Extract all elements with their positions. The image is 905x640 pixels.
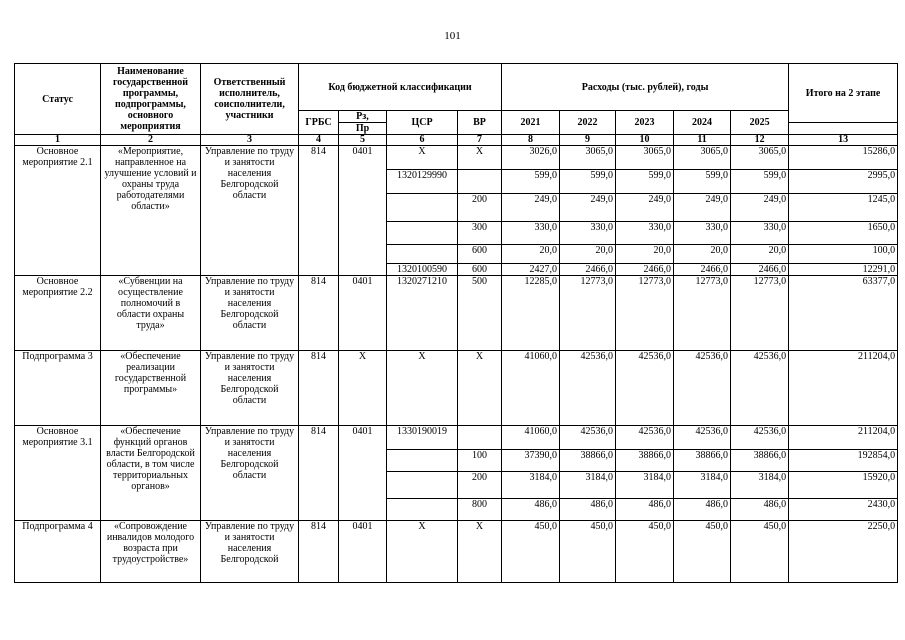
header-year-2025: 2025: [731, 111, 789, 135]
cell-year-2025: 20,0: [731, 245, 789, 264]
cell-year-2022: 42536,0: [560, 351, 616, 426]
cell-rz: 0401: [339, 521, 387, 583]
cell-year-2022: 330,0: [560, 222, 616, 245]
cell-name: «Мероприятие, направленное на улучшение условий и охраны труда работодателями области»: [101, 146, 201, 276]
cell-executor: Управление по труду и занятости населения Белгородской области: [201, 426, 299, 521]
cell-vr: 300: [458, 222, 502, 245]
cell-year-2022: 486,0: [560, 499, 616, 521]
cell-status: Основное мероприятие 2.2: [15, 276, 101, 351]
cell-year-2021: 599,0: [502, 170, 560, 194]
cell-year-2021: 486,0: [502, 499, 560, 521]
cell-total: 100,0: [789, 245, 898, 264]
table-row: [15, 276, 898, 351]
cell-vr: [458, 426, 502, 450]
cell-status: Основное мероприятие 3.1: [15, 426, 101, 521]
column-number-13: 13: [789, 135, 898, 146]
cell-csr: Х: [387, 146, 458, 170]
cell-csr: Х: [387, 351, 458, 426]
cell-year-2024: 330,0: [674, 222, 731, 245]
cell-grbs: 814: [299, 426, 339, 521]
cell-total: 63377,0: [789, 276, 898, 351]
header-pr: Пр: [339, 123, 387, 135]
header-grbs: ГРБС: [299, 111, 339, 135]
cell-status: Подпрограмма 3: [15, 351, 101, 426]
column-number-10: 10: [616, 135, 674, 146]
cell-grbs: 814: [299, 521, 339, 583]
column-number-12: 12: [731, 135, 789, 146]
cell-year-2023: 486,0: [616, 499, 674, 521]
cell-status: Основное мероприятие 2.1: [15, 146, 101, 276]
cell-year-2021: 249,0: [502, 194, 560, 222]
column-number-3: 3: [201, 135, 299, 146]
cell-rz: 0401: [339, 146, 387, 276]
cell-executor: Управление по труду и занятости населения Белгородской: [201, 521, 299, 583]
column-number-11: 11: [674, 135, 731, 146]
cell-year-2023: 599,0: [616, 170, 674, 194]
cell-year-2021: 3184,0: [502, 472, 560, 499]
cell-year-2024: 599,0: [674, 170, 731, 194]
cell-year-2021: 37390,0: [502, 450, 560, 472]
cell-total: 15920,0: [789, 472, 898, 499]
table-row: [15, 351, 898, 426]
header-budget-code: Код бюджетной классификации: [299, 64, 502, 111]
header-total-spacer: [789, 123, 898, 135]
cell-total: 1245,0: [789, 194, 898, 222]
cell-year-2023: 42536,0: [616, 351, 674, 426]
cell-csr: [387, 472, 458, 499]
cell-year-2025: 12773,0: [731, 276, 789, 351]
cell-year-2024: 38866,0: [674, 450, 731, 472]
cell-name: «Обеспечение функций органов власти Белгородской области, в том числе территориальных органов»: [101, 426, 201, 521]
cell-year-2024: 486,0: [674, 499, 731, 521]
cell-vr: 200: [458, 194, 502, 222]
cell-year-2022: 38866,0: [560, 450, 616, 472]
header-program-name: Наименование государственной программы, подпрограммы, основного мероприятия: [101, 64, 201, 135]
cell-year-2024: 2466,0: [674, 264, 731, 276]
cell-year-2025: 249,0: [731, 194, 789, 222]
cell-year-2022: 249,0: [560, 194, 616, 222]
cell-year-2025: 38866,0: [731, 450, 789, 472]
cell-csr: [387, 194, 458, 222]
cell-year-2023: 2466,0: [616, 264, 674, 276]
cell-year-2025: 3065,0: [731, 146, 789, 170]
cell-total: 211204,0: [789, 426, 898, 450]
cell-total: 2995,0: [789, 170, 898, 194]
cell-total: 15286,0: [789, 146, 898, 170]
cell-year-2022: 599,0: [560, 170, 616, 194]
cell-year-2023: 450,0: [616, 521, 674, 583]
cell-executor: Управление по труду и занятости населения Белгородской области: [201, 146, 299, 276]
cell-year-2025: 2466,0: [731, 264, 789, 276]
cell-rz: 0401: [339, 276, 387, 351]
cell-year-2022: 20,0: [560, 245, 616, 264]
cell-executor: Управление по труду и занятости населения Белгородской области: [201, 276, 299, 351]
cell-year-2023: 249,0: [616, 194, 674, 222]
cell-year-2022: 42536,0: [560, 426, 616, 450]
header-year-2023: 2023: [616, 111, 674, 135]
cell-grbs: 814: [299, 276, 339, 351]
cell-name: «Сопровождение инвалидов молодого возраста при трудоустройстве»: [101, 521, 201, 583]
cell-rz: Х: [339, 351, 387, 426]
cell-name: «Обеспечение реализации государственной программы»: [101, 351, 201, 426]
cell-year-2022: 3065,0: [560, 146, 616, 170]
cell-year-2023: 330,0: [616, 222, 674, 245]
header-total: Итого на 2 этапе: [789, 64, 898, 123]
cell-year-2023: 42536,0: [616, 426, 674, 450]
cell-year-2024: 450,0: [674, 521, 731, 583]
cell-year-2022: 12773,0: [560, 276, 616, 351]
header-expenses: Расходы (тыс. рублей), годы: [502, 64, 789, 111]
cell-year-2021: 2427,0: [502, 264, 560, 276]
cell-vr: 600: [458, 245, 502, 264]
cell-year-2023: 3184,0: [616, 472, 674, 499]
cell-year-2022: 450,0: [560, 521, 616, 583]
cell-status: Подпрограмма 4: [15, 521, 101, 583]
cell-vr: 100: [458, 450, 502, 472]
cell-vr: Х: [458, 351, 502, 426]
cell-year-2023: 20,0: [616, 245, 674, 264]
header-rz: Рз,: [339, 111, 387, 123]
cell-year-2025: 42536,0: [731, 351, 789, 426]
cell-year-2025: 450,0: [731, 521, 789, 583]
column-number-2: 2: [101, 135, 201, 146]
column-number-9: 9: [560, 135, 616, 146]
cell-year-2021: 330,0: [502, 222, 560, 245]
cell-total: 211204,0: [789, 351, 898, 426]
cell-vr: 500: [458, 276, 502, 351]
cell-year-2021: 12285,0: [502, 276, 560, 351]
column-number-6: 6: [387, 135, 458, 146]
cell-year-2021: 3026,0: [502, 146, 560, 170]
cell-year-2022: 2466,0: [560, 264, 616, 276]
cell-year-2021: 41060,0: [502, 426, 560, 450]
cell-vr: 800: [458, 499, 502, 521]
cell-csr: 1330190019: [387, 426, 458, 450]
cell-year-2024: 20,0: [674, 245, 731, 264]
table-row: [15, 426, 898, 450]
cell-rz: 0401: [339, 426, 387, 521]
cell-vr: Х: [458, 146, 502, 170]
cell-csr: Х: [387, 521, 458, 583]
cell-year-2023: 12773,0: [616, 276, 674, 351]
cell-grbs: 814: [299, 146, 339, 276]
cell-csr: 1320100590: [387, 264, 458, 276]
header-year-2024: 2024: [674, 111, 731, 135]
cell-year-2025: 330,0: [731, 222, 789, 245]
cell-csr: 1320129990: [387, 170, 458, 194]
cell-year-2024: 42536,0: [674, 426, 731, 450]
cell-csr: [387, 450, 458, 472]
cell-grbs: 814: [299, 351, 339, 426]
cell-year-2025: 42536,0: [731, 426, 789, 450]
table-row: [15, 146, 898, 170]
header-status: Статус: [15, 64, 101, 135]
table-row: [15, 521, 898, 583]
cell-year-2025: 3184,0: [731, 472, 789, 499]
cell-year-2021: 41060,0: [502, 351, 560, 426]
cell-total: 2250,0: [789, 521, 898, 583]
cell-year-2024: 3184,0: [674, 472, 731, 499]
cell-csr: [387, 499, 458, 521]
cell-executor: Управление по труду и занятости населения Белгородской области: [201, 351, 299, 426]
cell-year-2024: 3065,0: [674, 146, 731, 170]
column-number-1: 1: [15, 135, 101, 146]
cell-total: 192854,0: [789, 450, 898, 472]
header-year-2022: 2022: [560, 111, 616, 135]
cell-total: 1650,0: [789, 222, 898, 245]
cell-vr: [458, 170, 502, 194]
header-year-2021: 2021: [502, 111, 560, 135]
cell-year-2025: 599,0: [731, 170, 789, 194]
cell-total: 2430,0: [789, 499, 898, 521]
cell-year-2023: 38866,0: [616, 450, 674, 472]
cell-vr: 600: [458, 264, 502, 276]
page-number: 101: [444, 30, 461, 42]
cell-name: «Субвенции на осуществление полномочий в области охраны труда»: [101, 276, 201, 351]
cell-vr: Х: [458, 521, 502, 583]
cell-year-2024: 12773,0: [674, 276, 731, 351]
header-vr: ВР: [458, 111, 502, 135]
cell-year-2021: 20,0: [502, 245, 560, 264]
cell-csr: 1320271210: [387, 276, 458, 351]
cell-year-2022: 3184,0: [560, 472, 616, 499]
cell-year-2024: 249,0: [674, 194, 731, 222]
cell-vr: 200: [458, 472, 502, 499]
column-number-7: 7: [458, 135, 502, 146]
column-numbers-row: [15, 135, 898, 146]
header-executor: Ответственный исполнитель, соисполнители, участники: [201, 64, 299, 135]
column-number-8: 8: [502, 135, 560, 146]
table-body: [15, 146, 898, 583]
cell-year-2021: 450,0: [502, 521, 560, 583]
column-number-5: 5: [339, 135, 387, 146]
header-csr: ЦСР: [387, 111, 458, 135]
budget-table: [14, 63, 898, 583]
cell-year-2025: 486,0: [731, 499, 789, 521]
column-number-4: 4: [299, 135, 339, 146]
cell-csr: [387, 245, 458, 264]
cell-year-2023: 3065,0: [616, 146, 674, 170]
cell-csr: [387, 222, 458, 245]
cell-total: 12291,0: [789, 264, 898, 276]
cell-year-2024: 42536,0: [674, 351, 731, 426]
